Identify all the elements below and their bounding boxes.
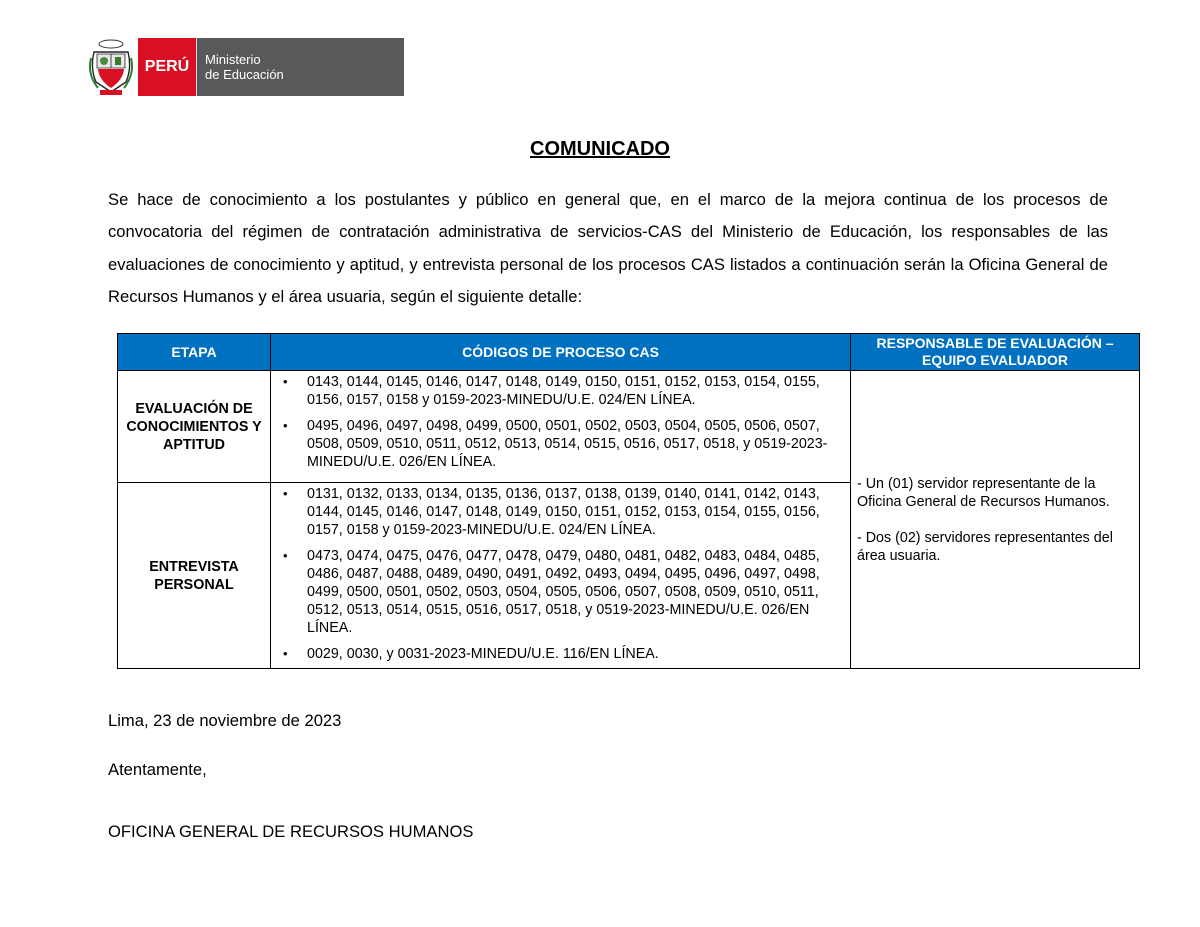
responsible-item: - Un (01) servidor representante de la Oficina General de Recursos Humanos. — [857, 475, 1110, 510]
place-date: Lima, 23 de noviembre de 2023 — [108, 711, 342, 730]
logo-ministry-box — [196, 38, 404, 96]
header-codes: CÓDIGOS DE PROCESO CAS — [271, 334, 851, 371]
table-header-row — [118, 334, 1140, 371]
table-row — [118, 371, 1140, 483]
logo-country-text: PERÚ — [144, 58, 190, 75]
signature-office: OFICINA GENERAL DE RECURSOS HUMANOS — [108, 822, 474, 841]
document-title: COMUNICADO — [530, 138, 670, 160]
logo-ministry-line2: de Educación — [205, 67, 284, 82]
stage-cell: ENTREVISTA PERSONAL — [118, 483, 271, 669]
codes-list — [275, 373, 846, 471]
codes-cell — [271, 483, 851, 669]
header-responsible: RESPONSABLE DE EVALUACIÓN – EQUIPO EVALUADOR — [851, 334, 1140, 371]
coat-of-arms-icon — [88, 38, 134, 96]
codes-cell — [271, 371, 851, 483]
list-item: • 0495, 0496, 0497, 0498, 0499, 0500, 0501, 0502, 0503, 0504, 0505, 0506, 0507, 0508, 0509, 0510, 0511, 0512, 0513, 0514, 0515, 0516, 0517, 0518, y 0519-2023-MINEDU/U.E. 026/EN LÍNEA. — [275, 417, 846, 471]
evaluation-table — [117, 333, 1140, 669]
ministry-logo — [88, 38, 404, 96]
closing-text: Atentamente, — [108, 760, 207, 779]
list-item: • 0143, 0144, 0145, 0146, 0147, 0148, 0149, 0150, 0151, 0152, 0153, 0154, 0155, 0156, 0157, 0158 y 0159-2023-MINEDU/U.E. 024/EN LÍNEA. — [275, 373, 846, 409]
stage-cell: EVALUACIÓN DE CONOCIMIENTOS Y APTITUD — [118, 371, 271, 483]
header-stage: ETAPA — [118, 334, 271, 371]
list-item: • 0473, 0474, 0475, 0476, 0477, 0478, 0479, 0480, 0481, 0482, 0483, 0484, 0485, 0486, 0487, 0488, 0489, 0490, 0491, 0492, 0493, 0494, 0495, 0496, 0497, 0498, 0499, 0500, 0501, 0502, 0503, 0504, 0505, 0506, 0507, 0508, 0509, 0510, 0511, 0512, 0513, 0514, 0515, 0516, 0517, 0518, y 0519-2023-MINEDU/U.E. 026/EN LÍNEA. — [275, 547, 846, 637]
list-item: • 0029, 0030, y 0031-2023-MINEDU/U.E. 116/EN LÍNEA. — [275, 645, 846, 663]
codes-list — [275, 485, 846, 663]
list-item: • 0131, 0132, 0133, 0134, 0135, 0136, 0137, 0138, 0139, 0140, 0141, 0142, 0143, 0144, 0145, 0146, 0147, 0148, 0149, 0150, 0151, 0152, 0153, 0154, 0155, 0156, 0157, 0158 y 0159-2023-MINEDU/U.E. 024/EN LÍNEA. — [275, 485, 846, 539]
responsible-cell — [851, 371, 1140, 669]
logo-peru-box — [138, 38, 196, 96]
responsible-item: - Dos (02) servidores representantes del área usuaria. — [857, 529, 1113, 564]
logo-ministry-line1: Ministerio — [205, 52, 261, 67]
intro-paragraph: Se hace de conocimiento a los postulantes y público en general que, en el marco de la mejora continua de los procesos de convocatoria del régimen de contratación administrativa de servicios-CAS del Ministerio de Educación, los responsables de las evaluaciones de conocimiento y aptitud, y entrevista personal de los procesos CAS listados a continuación serán la Oficina General de Recursos Humanos y el área usuaria, según el siguiente detalle: — [108, 190, 1108, 306]
